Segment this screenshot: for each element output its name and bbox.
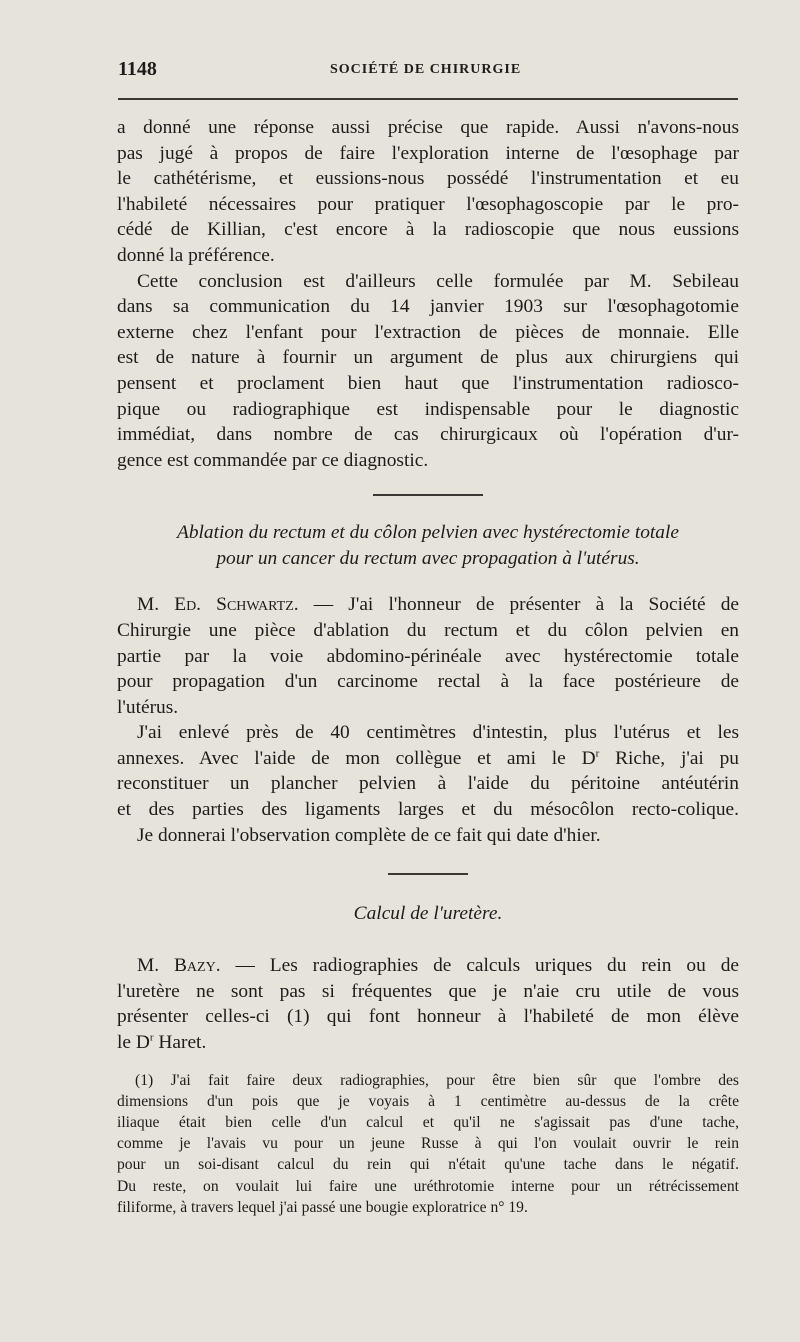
schwartz-paragraph [117,592,739,720]
text-span: Haret. [153,1032,207,1054]
footnote-line: dimensions d'un pois que je voyais à 1 centimètre au-dessus de la crête [117,1092,739,1110]
text-line: pas jugé à propos de faire l'exploration interne de l'œsophage par [117,142,739,164]
text-line: externe chez l'enfant pour l'extraction de pièces de monnaie. Elle [117,321,739,343]
header-rule [118,98,738,100]
superscript: r [149,1031,154,1044]
section-separator [388,873,468,875]
section-calcul-title: Calcul de l'uretère. [353,903,503,925]
text-line: l'habileté nécessaires pour pratiquer l'œsophagoscopie par le pro- [117,193,739,215]
text-line: le cathétérisme, et eussions-nous possédé l'instrumentation et eu [117,168,739,190]
running-head [118,58,738,88]
text-line: l'uretère ne sont pas si fréquentes que je n'aie cru utile de vous [117,980,739,1002]
speaker-name: M. Bazy. [137,955,221,977]
section-title-line: Ablation du rectum et du côlon pelvien avec hystérectomie totale [176,522,680,544]
page-body [117,115,739,1218]
section-title-line: pour un cancer du rectum avec propagation à l'utérus. [216,548,640,570]
text-line [117,746,739,772]
section-separator [373,494,483,496]
text-line: J'ai enlevé près de 40 centimètres d'intestin, plus l'utérus et les [137,722,739,744]
text-line: et des parties des ligaments larges et du mésocôlon recto-colique. [117,799,739,821]
text-line: Je donnerai l'observation complète de ce fait qui date d'hier. [137,824,601,846]
text-line: pensent et proclament bien haut que l'instrumentation radiosco- [117,372,739,394]
text-line [117,1030,739,1056]
text-span: — Les radiographies de calculs uriques du rein ou de [220,955,739,977]
speaker-name: M. Ed. Schwartz. [137,594,299,616]
intro-paragraph [117,115,739,269]
text-span: Riche, j'ai pu [599,747,740,769]
text-line: est de nature à fournir un argument de plus aux chirurgiens qui [117,347,739,369]
text-span: annexes. Avec l'aide de mon collègue et ami le D [117,747,596,769]
text-line: pique ou radiographique est indispensable pour le diagnostic [117,398,739,420]
footnote-line: pour un soi-disant calcul du rein qui n'était qu'une tache dans le négatif. [117,1156,739,1174]
footnote-line: filiforme, à travers lequel j'ai passé une bougie exploratrice n° 19. [117,1198,528,1216]
footnote-line: iliaque était bien celle d'un calcul et qu'il ne s'agissait pas d'une tache, [117,1114,739,1132]
schwartz-paragraph-2 [117,720,739,848]
text-span: le D [117,1032,150,1054]
text-line: partie par la voie abdomino-périnéale avec hystérectomie totale [117,645,739,667]
text-line: Cette conclusion est d'ailleurs celle formulée par M. Sebileau [137,270,739,292]
text-line: donné la préférence. [117,244,275,266]
page-number: 1148 [118,58,157,80]
footnote-line: (1) J'ai fait faire deux radiographies, pour être bien sûr que l'ombre des [135,1071,739,1089]
footnote [117,1070,739,1218]
text-line: pour propagation d'un carcinome rectal à la face postérieure de [117,671,739,693]
section-ablation-title [117,520,739,572]
text-line [117,592,739,618]
conclusion-paragraph [117,269,739,474]
text-line: Chirurgie une pièce d'ablation du rectum et du côlon pelvien en [117,619,739,641]
bazy-paragraph [117,953,739,1055]
text-line: cédé de Killian, c'est encore à la radioscopie que nous eussions [117,219,739,241]
footnote-line: Du reste, on voulait lui faire une uréthrotomie interne pour un rétrécissement [117,1177,739,1195]
superscript: r [595,747,600,760]
text-line: présenter celles-ci (1) qui font honneur à l'habileté de mon élève [117,1006,739,1028]
text-line: immédiat, dans nombre de cas chirurgicaux où l'opération d'ur- [117,424,739,446]
text-line [117,953,739,979]
text-line: a donné une réponse aussi précise que rapide. Aussi n'avons-nous [117,117,739,138]
journal-title: SOCIÉTÉ DE CHIRURGIE [330,62,522,77]
text-line: dans sa communication du 14 janvier 1903 sur l'œsophagotomie [117,296,739,318]
text-line: reconstituer un plancher pelvien à l'aide du péritoine antéutérin [117,773,739,795]
text-line: l'utérus. [117,696,179,718]
footnote-line: comme je l'avais vu pour un jeune Russe à qui l'on voulait ouvrir le rein [117,1135,739,1153]
text-span: — J'ai l'honneur de présenter à la Société de [298,594,740,616]
text-line: gence est commandée par ce diagnostic. [117,449,429,471]
